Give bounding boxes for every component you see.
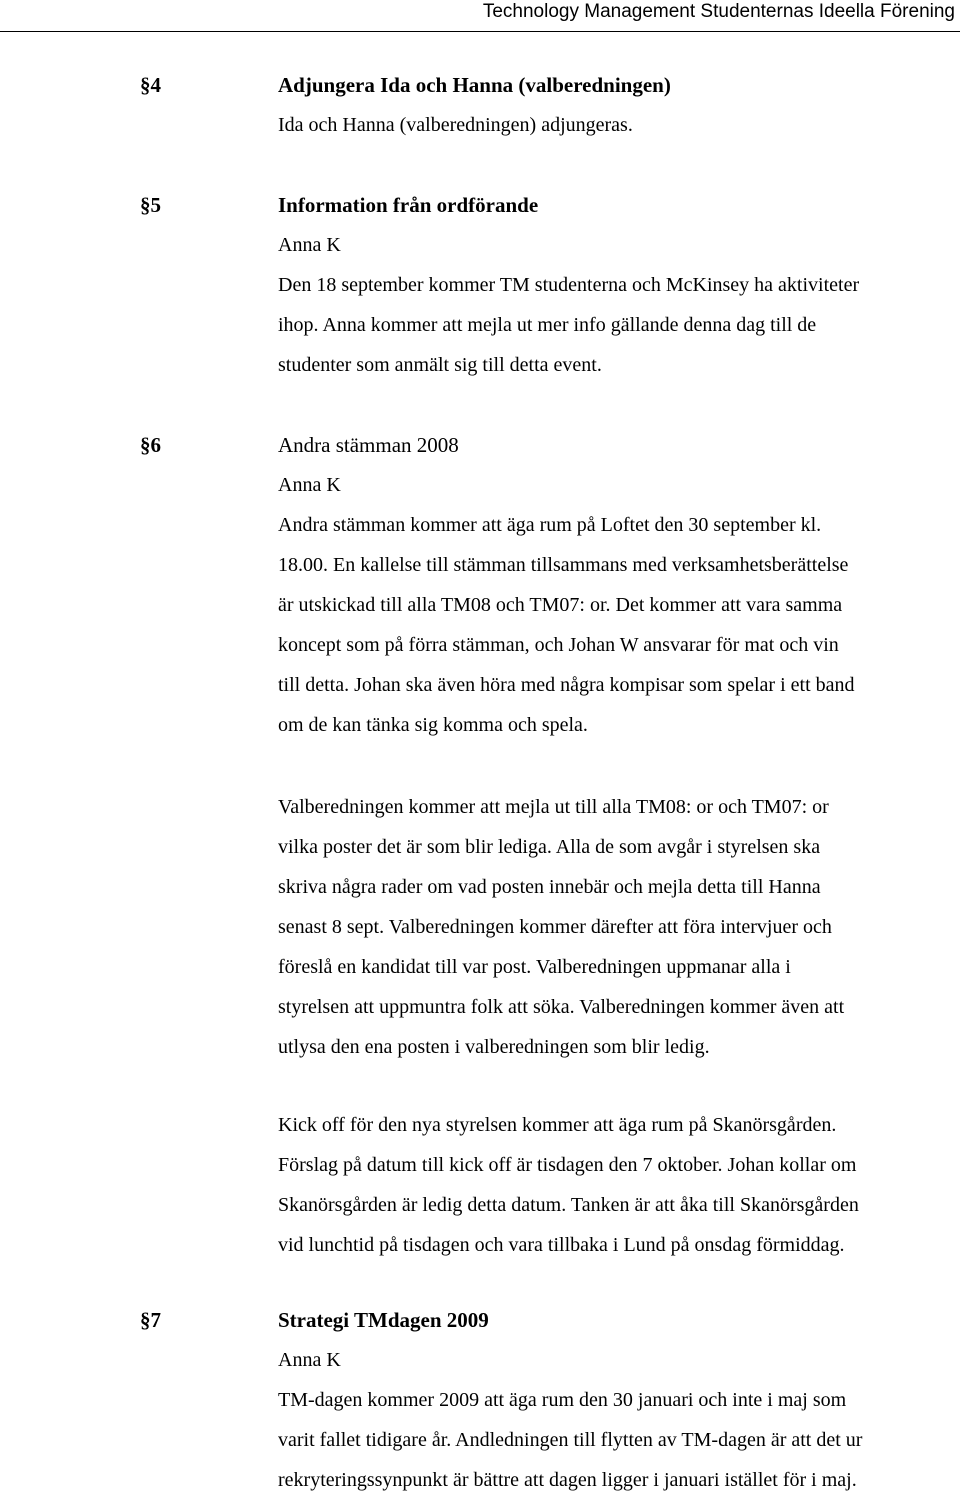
presenter-name: Anna K [278, 1349, 341, 1371]
text-line: till detta. Johan ska även höra med några kompisar som spelar i ett band [278, 674, 855, 696]
section-body [278, 105, 942, 145]
text-line: Den 18 september kommer TM studenterna och McKinsey ha aktiviteter [278, 274, 860, 296]
section-number: §5 [140, 193, 161, 217]
text-line: Valberedningen kommer att mejla ut till alla TM08: or och TM07: or [278, 796, 829, 818]
section-title: Adjungera Ida och Hanna (valberedningen) [278, 73, 671, 97]
section-body [278, 225, 942, 385]
section-number: §4 [140, 73, 161, 97]
text-line: utlysa den ena posten i valberedningen som blir ledig. [278, 1036, 710, 1058]
section-paragraph [278, 787, 942, 1067]
text-line: Kick off för den nya styrelsen kommer att äga rum på Skanörsgården. [278, 1114, 837, 1136]
text-line: Skanörsgården är ledig detta datum. Tanken är att åka till Skanörsgården [278, 1194, 859, 1216]
text-line: om de kan tänka sig komma och spela. [278, 714, 588, 736]
header-rule [0, 31, 960, 32]
presenter-name: Anna K [278, 234, 341, 256]
text-line: föreslå en kandidat till var post. Valberedningen uppmanar alla i [278, 956, 791, 978]
text-line: TM-dagen kommer 2009 att äga rum den 30 januari och inte i maj som [278, 1389, 847, 1411]
section-body [278, 1340, 942, 1500]
page-header: Technology Management Studenternas Ideella Förening [482, 1, 955, 22]
section-paragraph [278, 1105, 942, 1265]
section-title: Andra stämman 2008 [278, 433, 459, 457]
text-line: ihop. Anna kommer att mejla ut mer info gällande denna dag till de [278, 314, 817, 336]
text-line: är utskickad till alla TM08 och TM07: or. Det kommer att vara samma [278, 594, 843, 616]
text-line: koncept som på förra stämman, och Johan W ansvarar för mat och vin [278, 634, 839, 656]
text-line: Ida och Hanna (valberedningen) adjungeras. [278, 114, 633, 136]
text-line: skriva några rader om vad posten innebär och mejla detta till Hanna [278, 876, 821, 898]
section-title: Information från ordförande [278, 193, 539, 217]
text-line: vilka poster det är som blir lediga. Alla de som avgår i styrelsen ska [278, 836, 821, 858]
text-line: rekryteringssynpunkt är bättre att dagen ligger i januari istället för i maj. [278, 1469, 857, 1491]
text-line: Andra stämman kommer att äga rum på Loftet den 30 september kl. [278, 514, 822, 536]
section-number: §6 [140, 433, 161, 457]
section-title: Strategi TMdagen 2009 [278, 1308, 489, 1332]
text-line: studenter som anmält sig till detta event. [278, 354, 602, 376]
presenter-name: Anna K [278, 474, 341, 496]
section-number: §7 [140, 1308, 161, 1332]
section-body [278, 465, 942, 745]
text-line: 18.00. En kallelse till stämman tillsammans med verksamhetsberättelse [278, 554, 849, 576]
text-line: styrelsen att uppmuntra folk att söka. Valberedningen kommer även att [278, 996, 845, 1018]
text-line: senast 8 sept. Valberedningen kommer därefter att föra intervjuer och [278, 916, 832, 938]
text-line: varit fallet tidigare år. Andledningen till flytten av TM-dagen är att det ur [278, 1429, 863, 1451]
text-line: vid lunchtid på tisdagen och vara tillbaka i Lund på onsdag förmiddag. [278, 1234, 845, 1256]
text-line: Förslag på datum till kick off är tisdagen den 7 oktober. Johan kollar om [278, 1154, 857, 1176]
